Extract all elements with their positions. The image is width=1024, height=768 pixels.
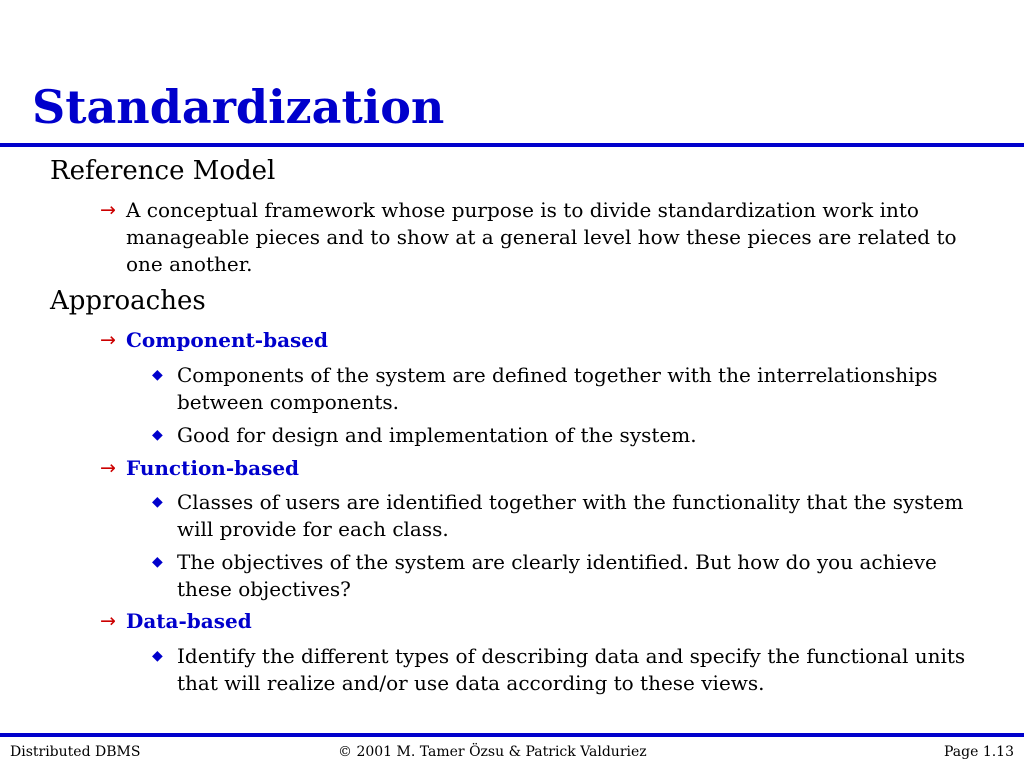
list-item-text: Classes of users are identified together with the functionality that the system will provide for each class.: [177, 490, 964, 541]
arrow-right-icon: →: [100, 610, 116, 632]
approach-data-based: [100, 608, 980, 635]
list-item: [150, 362, 990, 416]
footer-page-number: Page 1.13: [943, 744, 1014, 760]
diamond-bullet-icon: ◆: [152, 554, 163, 570]
title-divider: [0, 143, 1024, 147]
diamond-bullet-icon: ◆: [152, 367, 163, 383]
approach-label: Data-based: [126, 609, 252, 633]
section-heading-approaches: Approaches: [50, 286, 206, 316]
diamond-bullet-icon: ◆: [152, 648, 163, 664]
reference-model-definition: [100, 197, 980, 278]
approach-function-based: [100, 455, 980, 482]
list-item: [150, 422, 990, 449]
list-item-text: Good for design and implementation of the system.: [177, 423, 697, 447]
footer-copyright: © 2001 M. Tamer Özsu & Patrick Valduriez: [338, 744, 647, 760]
diamond-bullet-icon: ◆: [152, 494, 163, 510]
approach-label: Component-based: [126, 328, 329, 352]
approach-component-based: [100, 327, 980, 354]
list-item-text: Identify the different types of describing data and specify the functional units that will realize and/or use data according to these views.: [177, 644, 966, 695]
list-item: [150, 643, 990, 697]
list-item: [150, 549, 990, 603]
list-item-text: The objectives of the system are clearly identified. But how do you achieve these objectives?: [177, 550, 937, 601]
arrow-right-icon: →: [100, 199, 116, 221]
list-item: [150, 489, 990, 543]
approach-label: Function-based: [126, 456, 300, 480]
arrow-right-icon: →: [100, 329, 116, 351]
arrow-right-icon: →: [100, 457, 116, 479]
footer-divider: [0, 733, 1024, 737]
footer-course-title: Distributed DBMS: [10, 744, 141, 760]
diamond-bullet-icon: ◆: [152, 427, 163, 443]
slide-title: Standardization: [32, 80, 445, 134]
reference-model-definition-text: A conceptual framework whose purpose is to divide standardization work into manageable pieces and to show at a general level how these pieces are related to one another.: [126, 198, 957, 276]
list-item-text: Components of the system are defined together with the interrelationships between components.: [177, 363, 938, 414]
section-heading-reference-model: Reference Model: [50, 156, 276, 186]
